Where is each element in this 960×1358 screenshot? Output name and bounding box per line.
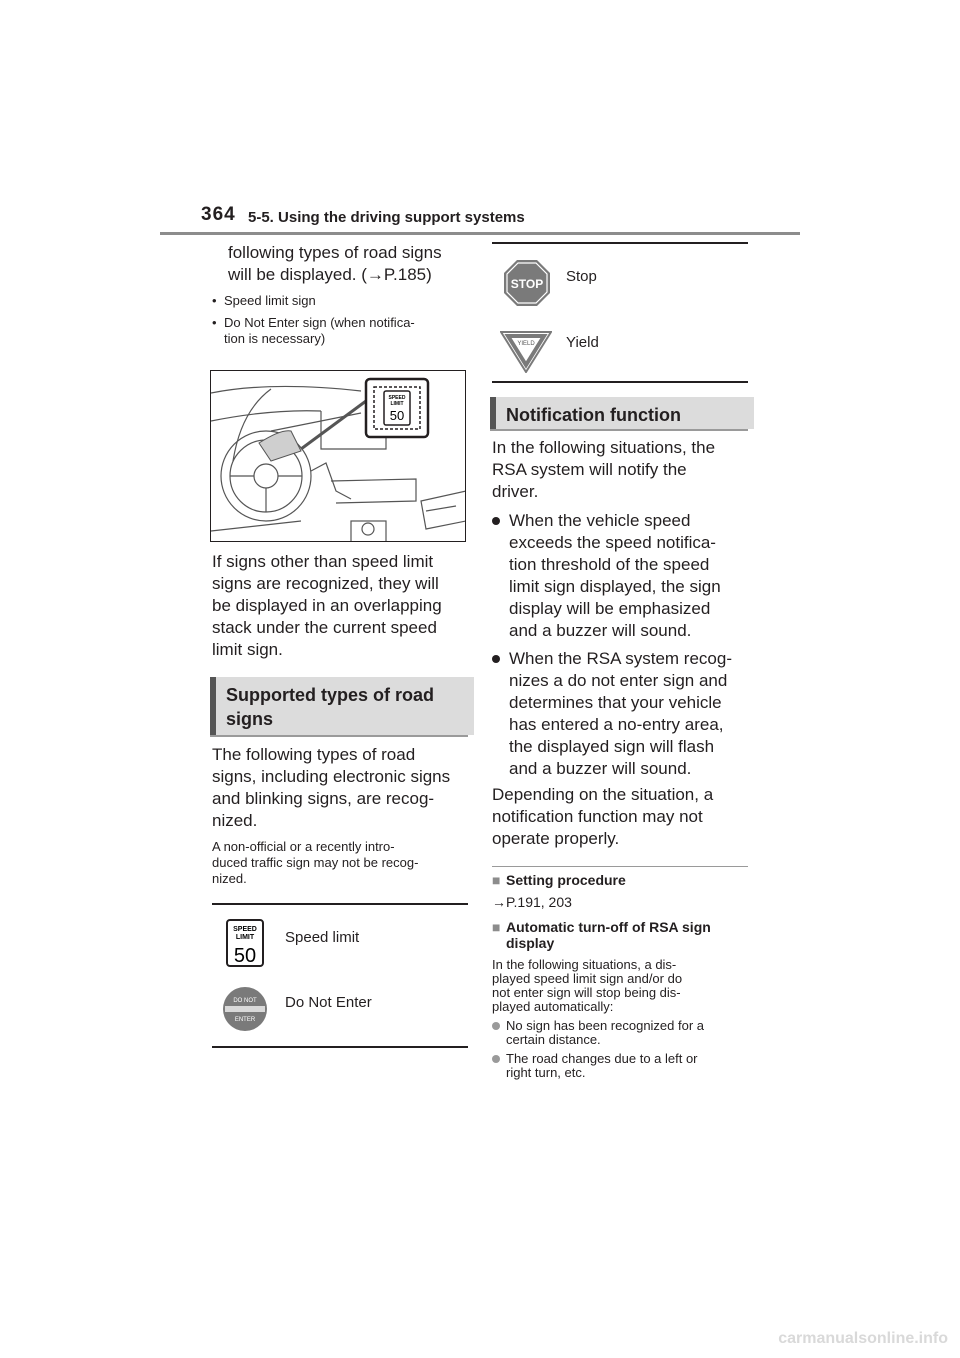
page-number: 364 [201,204,236,225]
bullet-icon [492,1022,500,1030]
square-icon: ■ [492,872,501,888]
recognition-note: A non-official or a recently intro- duced traffic sign may not be recog- nized. [212,839,419,886]
auto-turn-off-note [492,919,750,1080]
notification-heading: Notification function [490,397,754,429]
heading-underline [210,735,468,737]
arrow-icon: → [492,894,506,910]
do-not-enter-label: Do Not Enter [285,994,372,1011]
right-table-bottom-rule [492,381,748,383]
stop-sign-icon [503,259,551,307]
intro-line-2: will be displayed. (→P.185) [228,265,432,284]
setting-procedure-note [492,872,750,910]
auto-turn-off-body: In the following situations, a dis- played speed limit sign and/or do not enter sign will stop being dis- played automatically: [492,957,683,1014]
page-ref[interactable]: P.185) [383,265,432,284]
bullet-icon [492,655,500,663]
illustration-sign-line1: SPEED [388,395,406,401]
right-table-top-rule [492,242,748,244]
list-item: When the RSA system recog- nizes a do not enter sign and determines that your vehicle has entered a no-entry area, the displayed sign will flash and a buzzer will sound. [492,648,750,780]
do-not-enter-sign-icon [222,986,268,1032]
yield-label: Yield [566,334,599,351]
stop-label: Stop [566,268,597,285]
bullet-icon [492,1055,500,1063]
notification-bullets [492,510,750,780]
speed-icon-value: 50 [233,945,257,967]
notification-outro: Depending on the situation, a notification function may not operate properly. [492,785,714,848]
table-top-rule [212,903,468,905]
auto-turn-off-title: Automatic turn-off of RSA sign display [506,919,711,951]
list-item: The road changes due to a left or right turn, etc. [492,1052,750,1080]
sign-type-list [212,293,472,347]
list-item: • Do Not Enter sign (when notifica- tion is necessary) [212,315,415,346]
intro-text [228,242,442,286]
yield-icon-text: YIELD [517,341,535,347]
speed-icon-line1: SPEED [233,926,257,933]
supported-paragraph: The following types of road signs, including electronic signs and blinking signs, are recog- nized. [212,745,451,830]
square-icon: ■ [492,919,501,935]
notification-intro: In the following situations, the RSA system will notify the driver. [492,438,716,501]
bullet-icon [492,517,500,525]
notes-divider [492,866,748,867]
dashboard-drawing [211,371,466,542]
setting-procedure-ref[interactable]: →P.191, 203 [492,894,572,910]
watermark-logo: carmanualsonline.info [778,1330,948,1347]
table-bottom-rule [212,1046,468,1048]
arrow-icon: → [366,265,384,284]
list-item: • Speed limit sign [212,293,316,308]
overlap-paragraph: If signs other than speed limit signs are recognized, they will be displayed in an overlapping stack under the current speed limit sign. [212,552,442,659]
dne-icon-line2: ENTER [234,1017,256,1023]
speed-limit-label: Speed limit [285,929,360,946]
yield-sign-icon [500,331,552,373]
notification-heading-underline [490,429,748,431]
stop-icon-text: STOP [510,277,544,291]
illustration-sign-value: 50 [389,408,405,423]
setting-procedure-title: Setting procedure [506,872,626,888]
intro-line-1: following types of road signs [228,243,442,262]
list-item: No sign has been recognized for a certain distance. [492,1019,750,1047]
dne-icon-line1: DO NOT [233,998,257,1004]
speed-icon-line2: LIMIT [235,934,255,941]
header-divider [160,232,800,235]
list-item: When the vehicle speed exceeds the speed notifica- tion threshold of the speed limit sign displayed, the sign display will be emphasized and a buzzer will sound. [492,510,750,642]
supported-signs-heading: Supported types of road signs [210,677,474,735]
illustration-sign-line2: LIMIT [390,401,404,407]
speed-limit-sign-icon [226,919,264,967]
section-title: 5-5. Using the driving support systems [248,209,525,226]
dashboard-illustration [210,370,466,542]
